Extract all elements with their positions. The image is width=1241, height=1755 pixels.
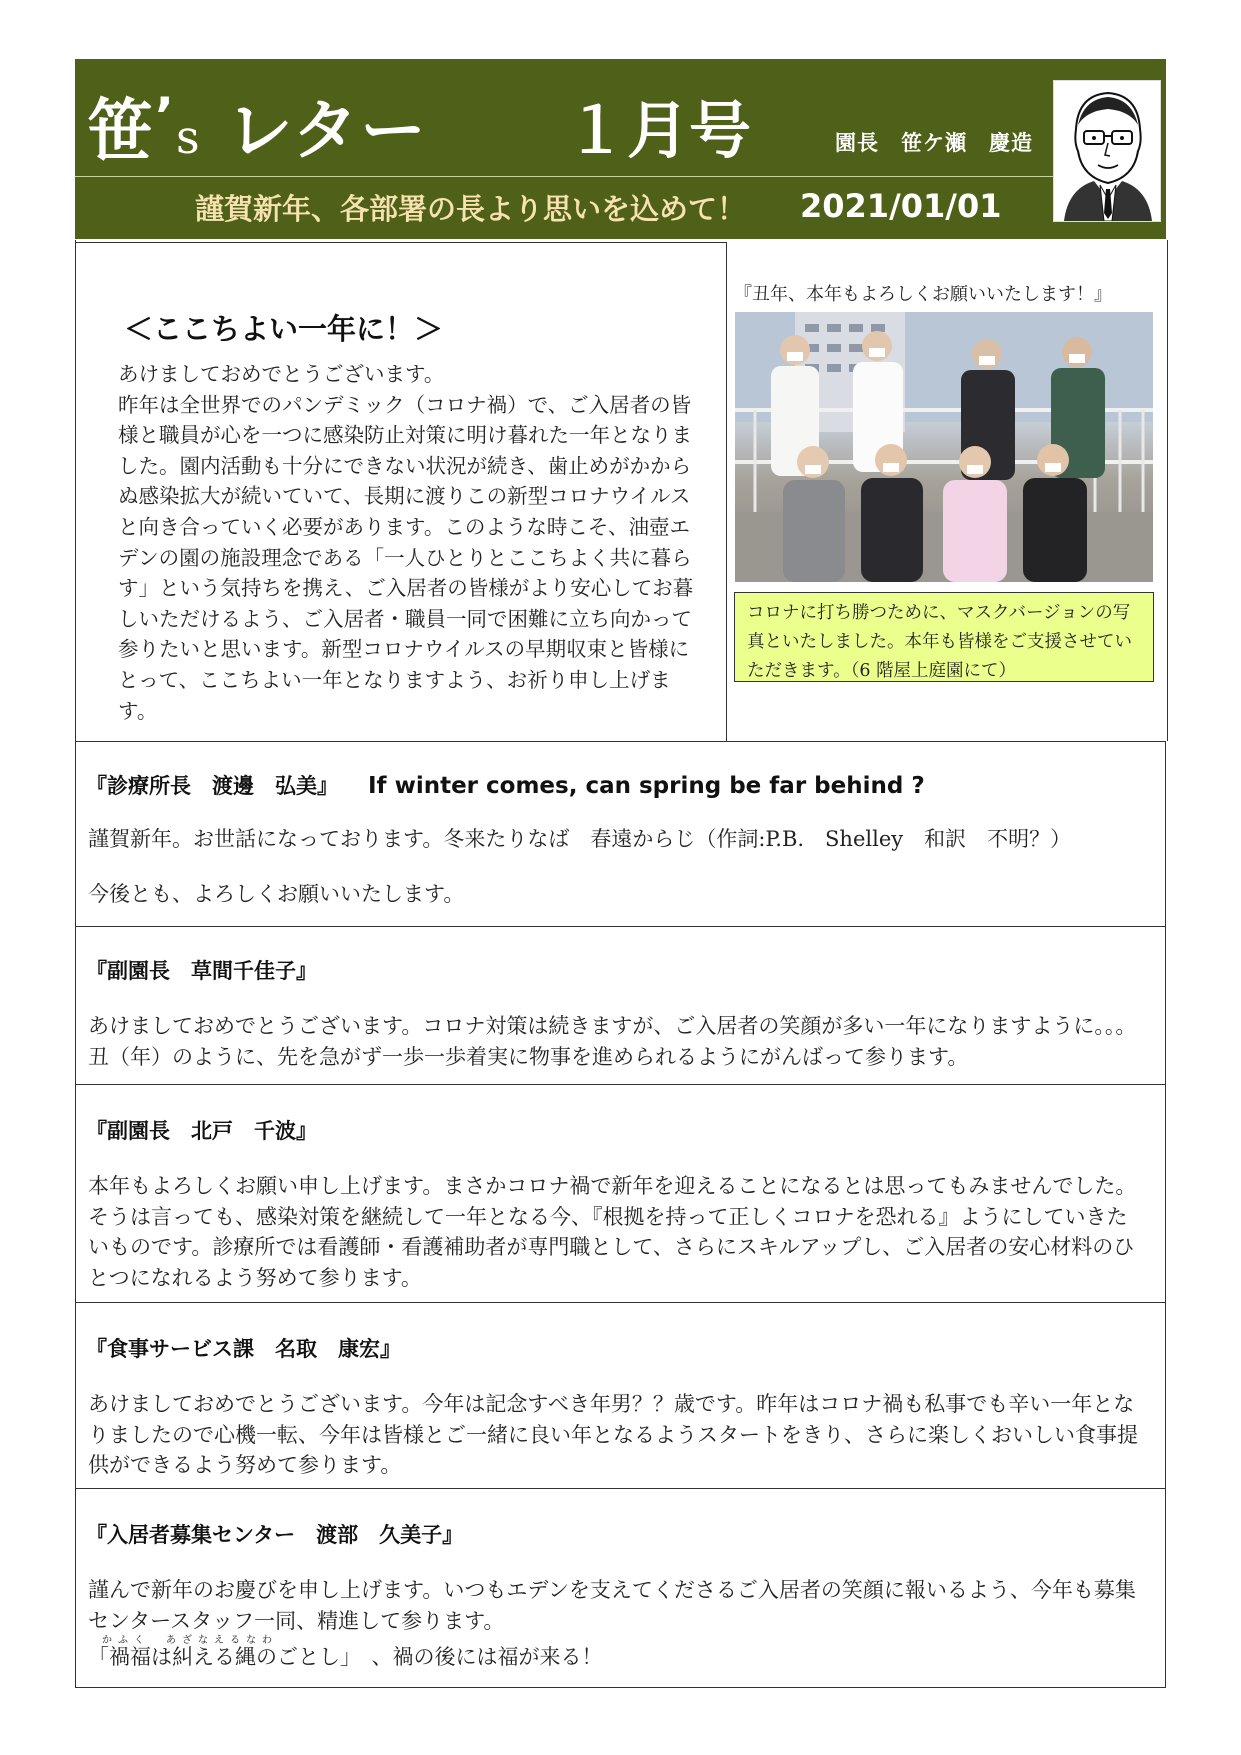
group-photo-illustration	[735, 312, 1153, 582]
message-line: あけましておめでとうございます。今年は記念すべき年男？？歳です。昨年はコロナ禍も私事でも辛い一年となりましたので心機一転、今年は皆様とご一緒に良い年となるようスタートをきり、さらに楽しくおいしい食事提供ができるよう努めて参ります。	[88, 1392, 1138, 1477]
message-heading: 『副園長 北戸 千波』	[86, 1119, 317, 1143]
greeting-paragraph: あけましておめでとうございます。	[118, 362, 445, 386]
newsletter-header	[75, 59, 1166, 239]
issue-label: １月号	[565, 94, 752, 167]
message-section-vice-director-kitado	[75, 1084, 1166, 1302]
message-section-vice-director-kusama	[75, 926, 1166, 1084]
proverb-line	[88, 1635, 1138, 1673]
message-body	[88, 1011, 1138, 1072]
message-line: 本年もよろしくお願い申し上げます。まさかコロナ禍で新年を迎えることになるとは思ってもみませんでした。そうは言っても、感染対策を継続して一年となる今、『根拠を持って正しくコロナを恐れる』ようにしていきたいものです。診療所では看護師・看護補助者が専門職として、さらにスキルアップし、ご入居者の安心材料のひとつになれるよう努めて参ります。	[88, 1174, 1137, 1290]
message-heading: 『食事サービス課 名取 康宏』	[86, 1337, 401, 1361]
issue-date: 2021/01/01	[800, 187, 1002, 225]
message-line: 謹んで新年のお慶びを申し上げます。いつもエデンを支えてくださるご入居者の笑顔に報いるよう、今年も募集センタースタッフ一同、精進して参ります。	[88, 1578, 1136, 1633]
message-section-food-service	[75, 1302, 1166, 1488]
subtitle-row	[75, 176, 1055, 240]
greeting-section	[75, 240, 1168, 741]
message-heading: 『入居者募集センター 渡部 久美子』	[86, 1523, 464, 1547]
message-line: あけましておめでとうございます。コロナ対策は続きますが、ご入居者の笑顔が多い一年になりますように。。。丑（年）のように、先を急がず一歩一歩着実に物事を進められるようにがんばって参ります。	[88, 1014, 1137, 1069]
photo-note-box: コロナに打ち勝つために、マスクバージョンの写真といたしました。本年も皆様をご支援させていただきます。（6 階屋上庭園にて）	[734, 592, 1154, 682]
greeting-paragraph: 昨年は全世界でのパンデミック（コロナ禍）で、ご入居者の皆様と職員が心を一つに感染防止対策に明け暮れた一年となりました。園内活動も十分にできない状況が続き、歯止めがかからぬ感染拡大が続いていて、長期に渡りこの新型コロナウイルスと向き合っていく必要があります。このような時こそ、油壺エデンの園の施設理念である「一人ひとりとここちよく共に暮らす」という気持ちを携え、ご入居者の皆様がより安心してお暮しいただけるよう、ご入居者・職員一同で困難に立ち向かって参りたいと思います。新型コロナウイルスの早期収束と皆様にとって、ここちよい一年となりますよう、お祈り申し上げます。	[118, 392, 694, 723]
message-section-recruitment-center	[75, 1488, 1166, 1688]
message-body	[88, 824, 1138, 909]
message-section-clinic-director	[75, 741, 1166, 926]
greeting-title: ＜ここちよい一年に！＞	[124, 312, 444, 346]
message-heading: 『副園長 草間千佳子』	[86, 959, 317, 983]
title-row	[75, 59, 1166, 176]
subtitle: 謹賀新年、各部署の長より思いを込めて！	[195, 192, 747, 226]
proverb-ruby	[88, 1635, 603, 1673]
greeting-box	[76, 242, 727, 741]
title-apostrophe: ’	[155, 87, 176, 145]
title-s: s	[176, 110, 202, 164]
title-letter: レター	[226, 92, 428, 169]
message-body	[88, 1575, 1138, 1673]
director-portrait-image	[1053, 80, 1161, 222]
title-kanji: 笹	[87, 92, 155, 169]
author-label: 園長 笹ケ瀬 慶造	[835, 131, 1033, 155]
heading-english-quote: If winter comes, can spring be far behind ?	[368, 773, 925, 799]
heading-name: 『診療所長 渡邊 弘美』	[86, 774, 338, 798]
message-line: 今後とも、よろしくお願いいたします。	[88, 881, 465, 906]
greeting-body	[118, 359, 708, 726]
staff-group-photo	[735, 312, 1153, 582]
proverb-text: 「禍福は糾える縄のごとし」 、禍の後には福が来る！	[88, 1645, 603, 1669]
message-line: 謹賀新年。お世話になっております。冬来たりなば 春遠からじ（作詞:P.B. Shelley 和訳 不明？）	[88, 827, 1072, 851]
message-body	[88, 1389, 1138, 1481]
portrait-sketch-icon	[1054, 81, 1160, 221]
newsletter-title	[87, 77, 428, 172]
message-body	[88, 1171, 1138, 1293]
furigana: かふく あざなえるなわ	[102, 1635, 278, 1646]
message-heading	[86, 770, 925, 800]
photo-caption: 『丑年、本年もよろしくお願いいたします！』	[734, 284, 1112, 305]
